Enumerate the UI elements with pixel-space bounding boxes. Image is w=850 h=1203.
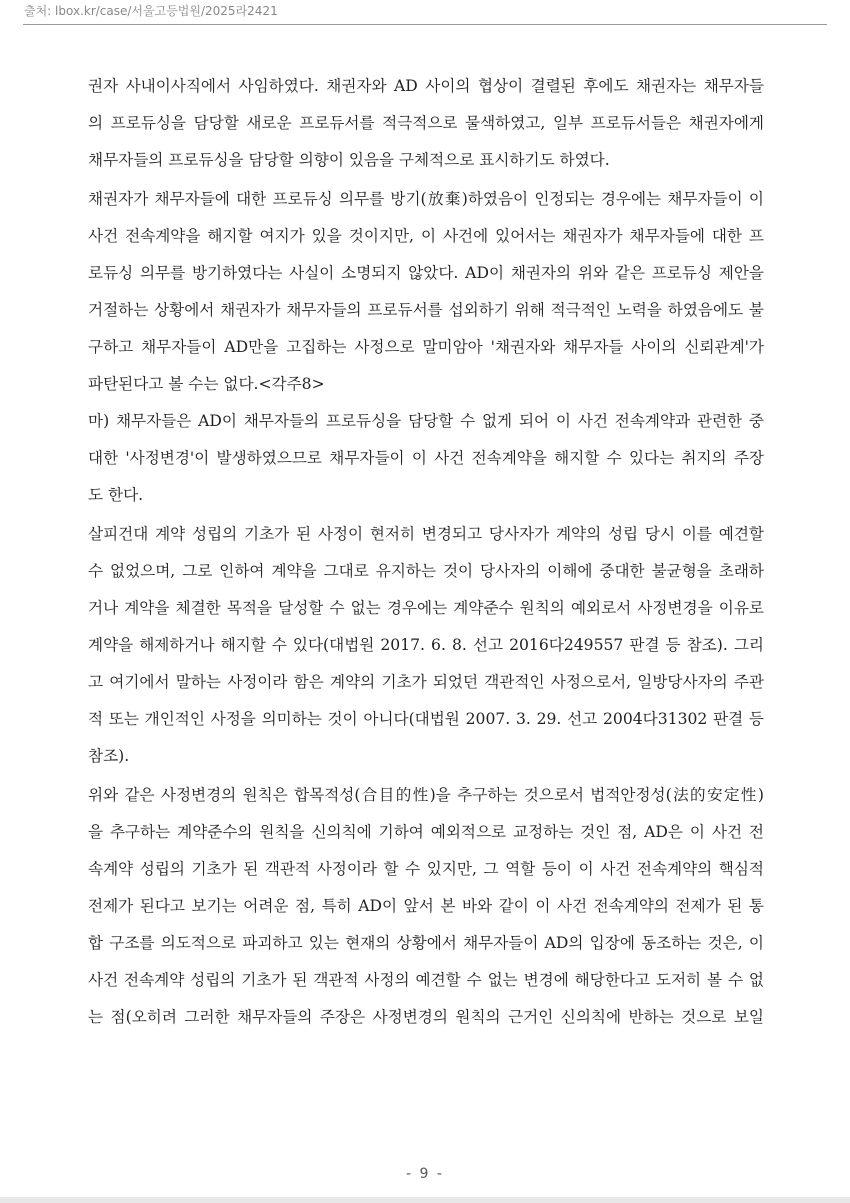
text-line: 합 구조를 의도적으로 파괴하고 있는 현재의 상황에서 채무자들이 AD의 입장에 동조하는 것은, 이 [88,934,764,952]
text-line: 계약을 해제하거나 해지할 수 있다(대법원 2017. 6. 8. 선고 2016다249557 판결 등 참조). 그리 [88,636,764,654]
text-line: 전제가 된다고 보기는 어려운 점, 특히 AD이 앞서 본 바와 같이 이 사건 전속계약의 전제가 된 통 [88,897,764,915]
text-line: 위와 같은 사정변경의 원칙은 합목적성(合目的性)을 추구하는 것으로서 법적안정성(法的安定性) [88,786,764,804]
page-bottom-edge [0,1197,850,1203]
text-line: 는 점(오히려 그러한 채무자들의 주장은 사정변경의 원칙의 근거인 신의칙에 반하는 것으로 보일 [88,1008,764,1026]
text-line: 수 없었으며, 그로 인하여 계약을 그대로 유지하는 것이 당사자의 이해에 중대한 불균형을 초래하 [88,562,764,580]
text-line: 구하고 채무자들이 AD만을 고집하는 사정으로 말미암아 '채권자와 채무자들 사이의 신뢰관계'가 [88,338,764,356]
text-line: 적 또는 개인적인 사정을 의미하는 것이 아니다(대법원 2007. 3. 29. 선고 2004다31302 판결 등 [88,710,764,728]
text-line: 거절하는 상황에서 채권자가 채무자들의 프로듀서를 섭외하기 위해 적극적인 노력을 하였음에도 불 [88,301,764,319]
text-line: 채권자가 채무자들에 대한 프로듀싱 의무를 방기(放棄)하였음이 인정되는 경우에는 채무자들이 이 [88,190,764,208]
text-line: 채무자들의 프로듀싱을 담당할 의향이 있음을 구체적으로 표시하기도 하였다. [88,151,610,169]
text-line: 파탄된다고 볼 수는 없다.<각주8> [88,375,325,393]
text-line: 살피건대 계약 성립의 기초가 된 사정이 현저히 변경되고 당사자가 계약의 성립 당시 이를 예견할 [88,525,764,543]
text-line: 마) 채무자들은 AD이 채무자들의 프로듀싱을 담당할 수 없게 되어 이 사건 전속계약과 관련한 중 [88,412,764,430]
text-line: 대한 '사정변경'이 발생하였으므로 채무자들이 이 사건 전속계약을 해지할 수 있다는 취지의 주장 [88,449,764,467]
source-url-header: 출처: lbox.kr/case/서울고등법원/2025라2421 [24,4,278,18]
text-line: 거나 계약을 체결한 목적을 달성할 수 없는 경우에는 계약준수 원칙의 예외로서 사정변경을 이유로 [88,599,764,617]
page-number: - 9 - [406,1166,444,1182]
text-line: 사건 전속계약을 해지할 여지가 있을 것이지만, 이 사건에 있어서는 채권자가 채무자들에 대한 프 [88,227,764,245]
text-line: 사건 전속계약 성립의 기초가 된 객관적 사정의 예견할 수 없는 변경에 해당한다고 도저히 볼 수 없 [88,971,764,989]
text-line: 을 추구하는 계약준수의 원칙을 신의칙에 기하여 예외적으로 교정하는 것인 점, AD은 이 사건 전 [88,823,764,841]
text-line: 속계약 성립의 기초가 된 객관적 사정이라 할 수 있지만, 그 역할 등이 이 사건 전속계약의 핵심적 [88,860,764,878]
header-divider [23,24,827,25]
text-line: 의 프로듀싱을 담당할 새로운 프로듀서를 적극적으로 물색하였고, 일부 프로듀서들은 채권자에게 [88,114,764,132]
document-body [88,68,764,1036]
text-line: 고 여기에서 말하는 사정이라 함은 계약의 기초가 되었던 객관적인 사정으로서, 일방당사자의 주관 [88,673,764,691]
text-line: 권자 사내이사직에서 사임하였다. 채권자와 AD 사이의 협상이 결렬된 후에도 채권자는 채무자들 [88,77,764,95]
text-line: 로듀싱 의무를 방기하였다는 사실이 소명되지 않았다. AD이 채권자의 위와 같은 프로듀싱 제안을 [88,264,764,282]
text-line: 참조). [88,747,130,765]
text-line: 도 한다. [88,486,144,504]
